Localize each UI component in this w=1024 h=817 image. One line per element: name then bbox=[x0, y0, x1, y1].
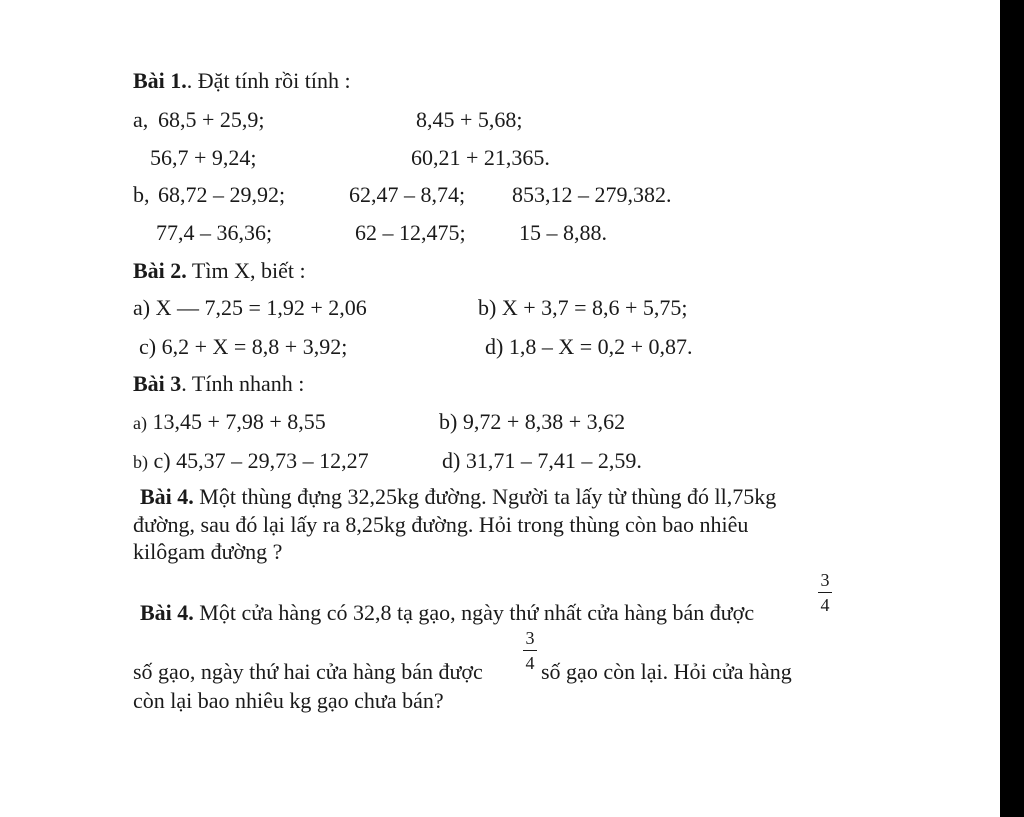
right-edge-black-bar bbox=[1000, 0, 1024, 817]
bai1-title: Bài 1. bbox=[133, 68, 187, 93]
bai1-a-row1-item1: 68,5 + 25,9; bbox=[158, 107, 265, 132]
bai4a-line1 bbox=[140, 484, 776, 510]
bai4b-line2-after: số gạo còn lại. Hỏi cửa hàng bbox=[541, 659, 792, 684]
bai4b-line3: còn lại bao nhiêu kg gạo chưa bán? bbox=[133, 688, 444, 713]
bai3-a-label: a) bbox=[133, 413, 147, 433]
bai3-c-row bbox=[133, 448, 369, 475]
bai1-b-row1-item2: 62,47 – 8,74; bbox=[349, 182, 466, 207]
bai1-b-row2-item1: 77,4 – 36,36; bbox=[156, 220, 273, 245]
bai3-a: 13,45 + 7,98 + 8,55 bbox=[152, 409, 326, 434]
bai1-b-row2-item3: 15 – 8,88. bbox=[519, 220, 607, 245]
bai4b-line1 bbox=[140, 600, 754, 626]
bai3-heading bbox=[133, 371, 304, 397]
bai2-a: a) X — 7,25 = 1,92 + 2,06 bbox=[133, 295, 367, 320]
bai2-text: Tìm X, biết : bbox=[186, 258, 306, 283]
fraction-a-denominator: 4 bbox=[820, 595, 830, 615]
bai1-text: . Đặt tính rồi tính : bbox=[186, 68, 351, 93]
bai3-d: d) 31,71 – 7,41 – 2,59. bbox=[442, 448, 642, 473]
bai4a-title: Bài 4. bbox=[140, 484, 194, 509]
fraction-3-4-a bbox=[817, 570, 833, 615]
bai1-a-row2-item2: 60,21 + 21,365. bbox=[411, 145, 550, 170]
bai1-a-row2-item1: 56,7 + 9,24; bbox=[150, 145, 257, 170]
bai1-b-row2-item2: 62 – 12,475; bbox=[355, 220, 466, 245]
bai2-heading bbox=[133, 258, 306, 284]
bai4b-title: Bài 4. bbox=[140, 600, 194, 625]
bai3-title: Bài 3 bbox=[133, 371, 182, 396]
bai4b-text1: Một cửa hàng có 32,8 tạ gạo, ngày thứ nhất cửa hàng bán được bbox=[193, 600, 755, 625]
bai3-b: b) 9,72 + 8,38 + 3,62 bbox=[439, 409, 626, 434]
bai2-d: d) 1,8 – X = 0,2 + 0,87. bbox=[485, 334, 693, 359]
bai1-b-row1-item1: 68,72 – 29,92; bbox=[158, 182, 286, 207]
bai2-c: c) 6,2 + X = 8,8 + 3,92; bbox=[139, 334, 348, 359]
bai1-a-label: a, bbox=[133, 107, 149, 132]
bai3-c: c) 45,37 – 29,73 – 12,27 bbox=[153, 448, 369, 473]
bai4a-line2: đường, sau đó lại lấy ra 8,25kg đường. Hỏi trong thùng còn bao nhiêu bbox=[133, 512, 749, 537]
fraction-b-bar bbox=[523, 650, 537, 651]
bai1-b-label: b, bbox=[133, 182, 150, 207]
bai4a-text1: Một thùng đựng 32,25kg đường. Người ta lấy từ thùng đó ll,75kg bbox=[193, 484, 777, 509]
fraction-a-numerator: 3 bbox=[820, 570, 830, 590]
bai1-b-row1-item3: 853,12 – 279,382. bbox=[512, 182, 672, 207]
bai2-b: b) X + 3,7 = 8,6 + 5,75; bbox=[478, 295, 688, 320]
fraction-b-denominator: 4 bbox=[525, 653, 535, 673]
fraction-b-numerator: 3 bbox=[525, 628, 535, 648]
bai3-text: . Tính nhanh : bbox=[181, 371, 305, 396]
bai4b-line2-before: số gạo, ngày thứ hai cửa hàng bán được bbox=[133, 659, 483, 684]
fraction-a-bar bbox=[818, 592, 832, 593]
bai4a-line3: kilôgam đường ? bbox=[133, 539, 283, 564]
bai1-a-row1-item2: 8,45 + 5,68; bbox=[416, 107, 523, 132]
bai3-c-label: b) bbox=[133, 452, 148, 472]
bai3-a-row bbox=[133, 409, 326, 436]
bai1-heading bbox=[133, 68, 351, 94]
fraction-3-4-b bbox=[522, 628, 538, 673]
bai2-title: Bài 2. bbox=[133, 258, 187, 283]
